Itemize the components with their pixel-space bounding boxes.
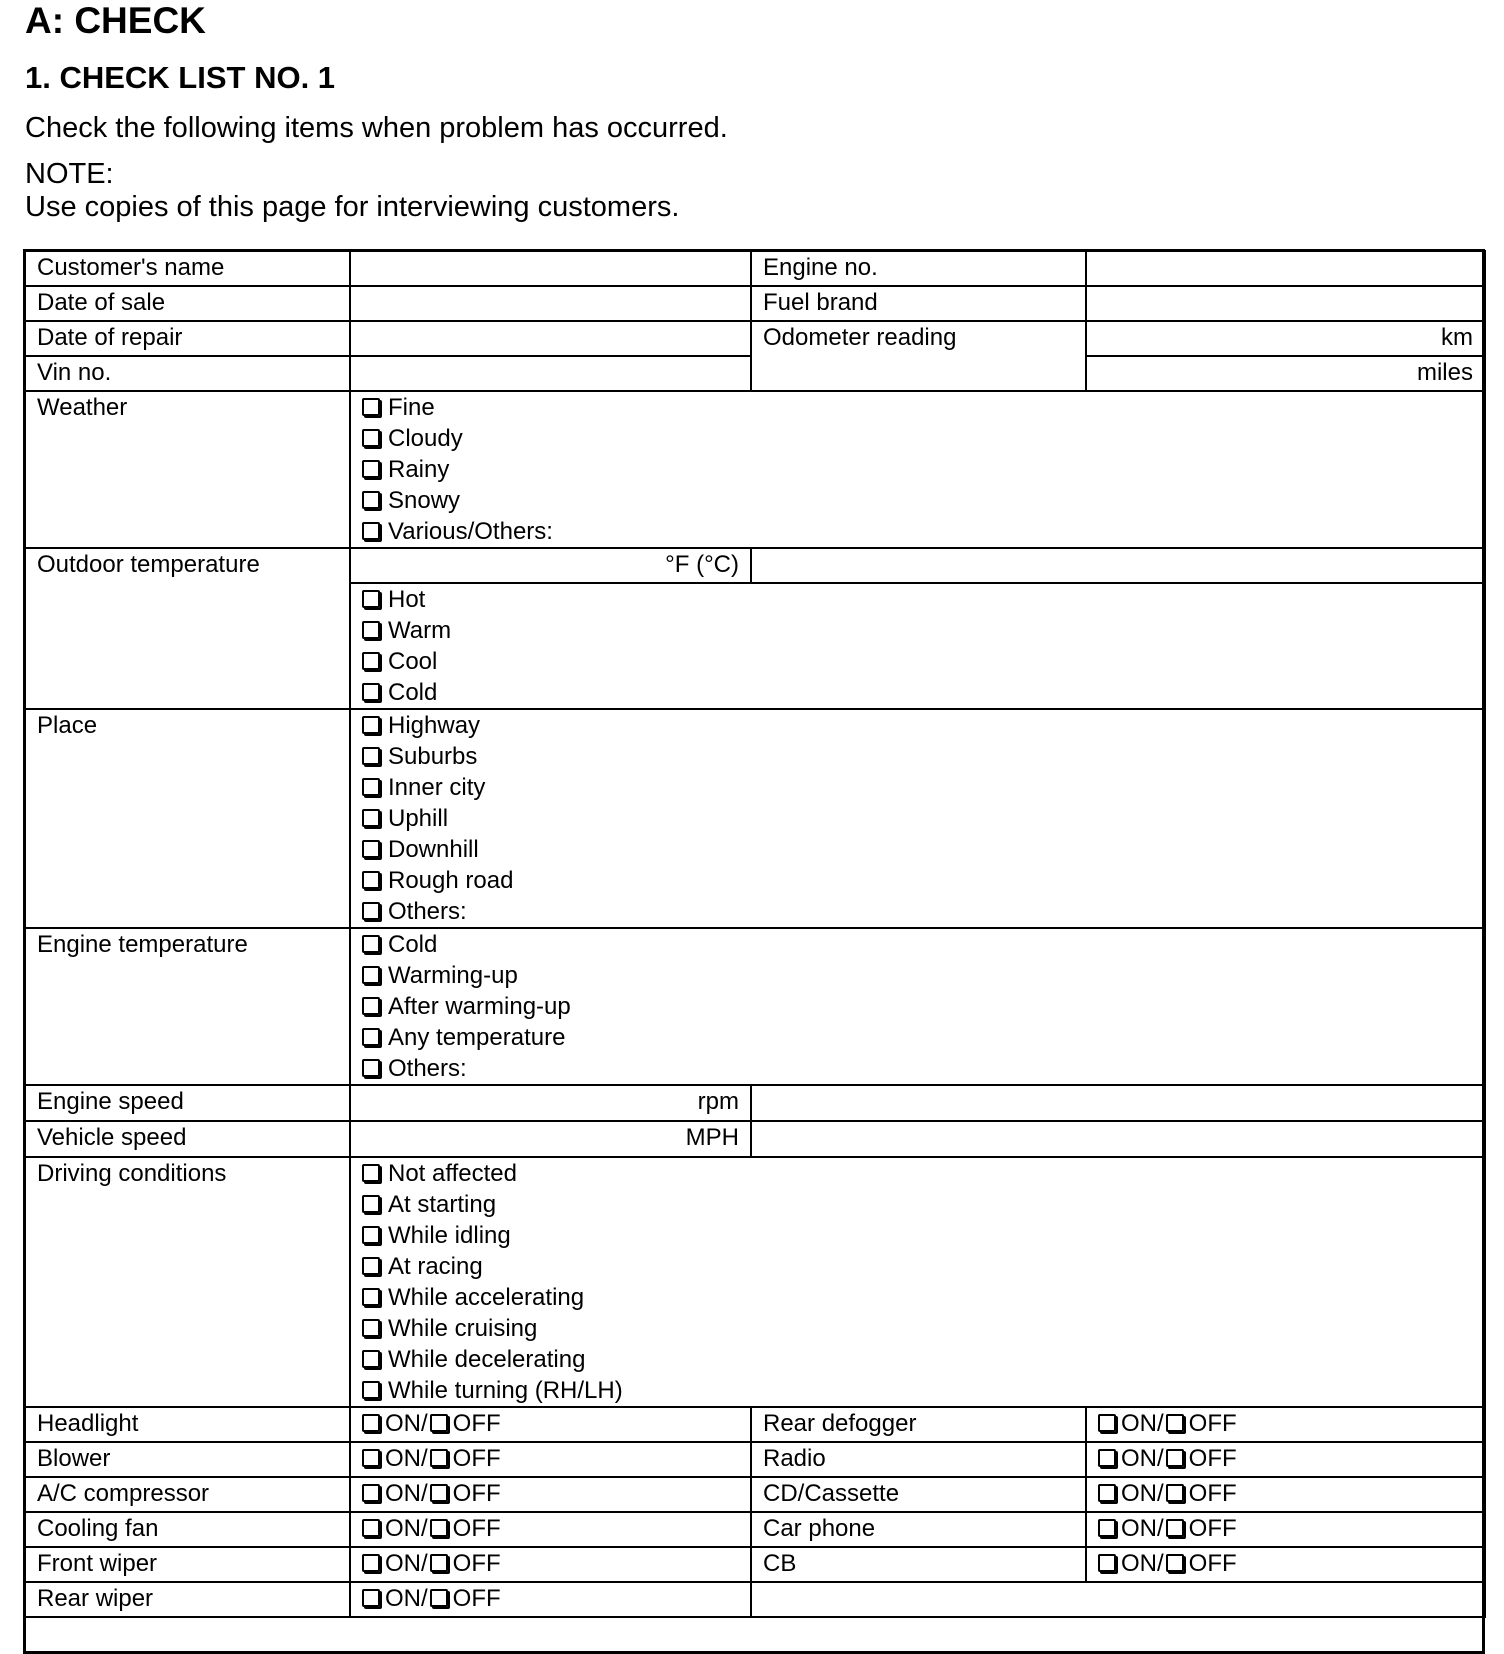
- off-label: OFF: [1188, 1550, 1237, 1577]
- page-title: A: CHECK: [25, 0, 206, 41]
- vehicle-speed-label: Vehicle speed: [25, 1121, 350, 1157]
- cooling-fan-on-off: [350, 1512, 751, 1547]
- note-text: Use copies of this page for interviewing customers.: [25, 191, 680, 223]
- cd-cassette-on-off: [1086, 1477, 1485, 1512]
- off-label: OFF: [452, 1585, 501, 1612]
- weather-option[interactable]: [362, 392, 1484, 423]
- engine-temp-options: [350, 928, 1485, 1085]
- switch-label-radio: Radio: [751, 1442, 1086, 1477]
- place-option[interactable]: [362, 834, 1484, 865]
- on-label: ON/: [1121, 1550, 1164, 1577]
- date-of-repair-field[interactable]: [350, 321, 751, 356]
- switch-label-front-wiper: Front wiper: [25, 1547, 350, 1582]
- switch-row: [25, 1477, 1485, 1512]
- driving-option-label: At racing: [388, 1253, 483, 1280]
- date-of-sale-field[interactable]: [350, 286, 751, 321]
- switch-label-a-c-compressor: A/C compressor: [25, 1477, 350, 1512]
- outdoor-option-label: Cold: [388, 679, 438, 706]
- odometer-km-field[interactable]: km: [1086, 321, 1485, 356]
- customer-name-label: Customer's name: [25, 251, 350, 286]
- on-label: ON/: [1121, 1515, 1164, 1542]
- off-checkbox-icon[interactable]: [1166, 1554, 1184, 1572]
- place-option-label: Inner city: [388, 774, 486, 801]
- off-label: OFF: [1188, 1480, 1237, 1507]
- engine-temp-option[interactable]: [362, 991, 1484, 1022]
- on-checkbox-icon[interactable]: [1098, 1484, 1116, 1502]
- checkbox-icon[interactable]: [362, 460, 380, 478]
- outdoor-temp-field[interactable]: °F (°C): [350, 548, 751, 583]
- off-checkbox-icon[interactable]: [1166, 1449, 1184, 1467]
- driving-option-label: While accelerating: [388, 1284, 585, 1311]
- on-checkbox-icon[interactable]: [1098, 1449, 1116, 1467]
- place-option[interactable]: [362, 865, 1484, 896]
- off-checkbox-icon[interactable]: [430, 1449, 448, 1467]
- on-checkbox-icon[interactable]: [362, 1554, 380, 1572]
- place-option[interactable]: [362, 772, 1484, 803]
- weather-option[interactable]: [362, 423, 1484, 454]
- place-option[interactable]: [362, 896, 1484, 927]
- off-label: OFF: [452, 1515, 501, 1542]
- blower-on-off: [350, 1442, 751, 1477]
- cb-on-off: [1086, 1547, 1485, 1582]
- note-label: NOTE:: [25, 158, 114, 190]
- place-option[interactable]: [362, 710, 1484, 741]
- vin-field[interactable]: [350, 356, 751, 391]
- checkbox-icon[interactable]: [362, 902, 380, 920]
- place-option-label: Uphill: [388, 805, 449, 832]
- vehicle-speed-field[interactable]: MPH: [350, 1121, 751, 1157]
- driving-option[interactable]: [362, 1344, 1484, 1375]
- off-label: OFF: [1188, 1410, 1237, 1437]
- off-label: OFF: [452, 1480, 501, 1507]
- checkbox-icon[interactable]: [362, 522, 380, 540]
- place-option-label: Rough road: [388, 867, 514, 894]
- off-checkbox-icon[interactable]: [430, 1484, 448, 1502]
- off-label: OFF: [452, 1550, 501, 1577]
- checkbox-icon[interactable]: [362, 1350, 380, 1368]
- checkbox-icon[interactable]: [362, 809, 380, 827]
- outdoor-option-label: Hot: [388, 586, 426, 613]
- driving-option-label: While idling: [388, 1222, 511, 1249]
- engine-temp-option[interactable]: [362, 1022, 1484, 1053]
- checkbox-icon[interactable]: [362, 1257, 380, 1275]
- driving-option-label: Not affected: [388, 1160, 517, 1187]
- driving-option[interactable]: [362, 1158, 1484, 1189]
- outdoor-option[interactable]: [362, 584, 1484, 615]
- on-label: ON/: [385, 1550, 428, 1577]
- vin-label: Vin no.: [25, 356, 350, 391]
- switch-blank: [751, 1582, 1485, 1617]
- driving-option-label: While cruising: [388, 1315, 538, 1342]
- engine-temp-option-label: After warming-up: [388, 993, 571, 1020]
- place-options: [350, 709, 1485, 928]
- checkbox-icon[interactable]: [362, 997, 380, 1015]
- on-label: ON/: [385, 1515, 428, 1542]
- on-checkbox-icon[interactable]: [1098, 1554, 1116, 1572]
- outdoor-temp-blank: [751, 548, 1485, 583]
- checkbox-icon[interactable]: [362, 1381, 380, 1399]
- outdoor-option-label: Warm: [388, 617, 452, 644]
- engine-temp-label: Engine temperature: [25, 928, 350, 1085]
- fuel-brand-label: Fuel brand: [751, 286, 1086, 321]
- checkbox-icon[interactable]: [362, 1028, 380, 1046]
- on-label: ON/: [1121, 1445, 1164, 1472]
- driving-option[interactable]: [362, 1189, 1484, 1220]
- driving-conditions-options: [350, 1157, 1485, 1407]
- rear-defogger-on-off: [1086, 1407, 1485, 1442]
- off-checkbox-icon[interactable]: [1166, 1519, 1184, 1537]
- on-label: ON/: [385, 1585, 428, 1612]
- place-option-label: Highway: [388, 712, 481, 739]
- on-label: ON/: [385, 1480, 428, 1507]
- weather-label: Weather: [25, 391, 350, 548]
- switch-row: [25, 1407, 1485, 1442]
- weather-options: [350, 391, 1485, 548]
- a-c-compressor-on-off: [350, 1477, 751, 1512]
- checkbox-icon[interactable]: [362, 935, 380, 953]
- outdoor-temp-options: [350, 583, 1485, 709]
- weather-option-label: Various/Others:: [388, 518, 553, 545]
- off-label: OFF: [1188, 1445, 1237, 1472]
- engine-temp-option-label: Any temperature: [388, 1024, 566, 1051]
- engine-no-label: Engine no.: [751, 251, 1086, 286]
- engine-no-field[interactable]: [1086, 251, 1485, 286]
- on-label: ON/: [385, 1410, 428, 1437]
- odometer-miles-field[interactable]: miles: [1086, 356, 1485, 391]
- driving-option-label: At starting: [388, 1191, 497, 1218]
- checkbox-icon[interactable]: [362, 840, 380, 858]
- outdoor-temp-label: Outdoor temperature: [25, 548, 350, 709]
- driving-option-label: While decelerating: [388, 1346, 586, 1373]
- checkbox-icon[interactable]: [362, 778, 380, 796]
- intro-text: Check the following items when problem has occurred.: [25, 112, 728, 144]
- off-label: OFF: [452, 1410, 501, 1437]
- weather-option-label: Fine: [388, 394, 435, 421]
- switch-row: [25, 1547, 1485, 1582]
- radio-on-off: [1086, 1442, 1485, 1477]
- checkbox-icon[interactable]: [362, 716, 380, 734]
- switch-row: [25, 1582, 1485, 1617]
- switch-label-headlight: Headlight: [25, 1407, 350, 1442]
- switch-label-blower: Blower: [25, 1442, 350, 1477]
- checkbox-icon[interactable]: [362, 966, 380, 984]
- on-label: ON/: [1121, 1480, 1164, 1507]
- engine-temp-option-label: Cold: [388, 931, 438, 958]
- switch-rows: [25, 1407, 1485, 1617]
- off-label: OFF: [452, 1445, 501, 1472]
- off-checkbox-icon[interactable]: [1166, 1414, 1184, 1432]
- place-label: Place: [25, 709, 350, 928]
- checkbox-icon[interactable]: [362, 652, 380, 670]
- off-checkbox-icon[interactable]: [1166, 1484, 1184, 1502]
- front-wiper-on-off: [350, 1547, 751, 1582]
- checkbox-icon[interactable]: [362, 621, 380, 639]
- weather-option-label: Rainy: [388, 456, 450, 483]
- engine-temp-option-label: Warming-up: [388, 962, 518, 989]
- outdoor-option[interactable]: [362, 615, 1484, 646]
- engine-speed-field[interactable]: rpm: [350, 1085, 751, 1121]
- engine-speed-blank: [751, 1085, 1485, 1121]
- driving-option[interactable]: [362, 1375, 1484, 1406]
- driving-option[interactable]: [362, 1313, 1484, 1344]
- outdoor-option-label: Cool: [388, 648, 438, 675]
- switch-label-car-phone: Car phone: [751, 1512, 1086, 1547]
- driving-option-label: While turning (RH/LH): [388, 1377, 623, 1404]
- check-list-table: [24, 250, 1486, 1618]
- checkbox-icon[interactable]: [362, 1226, 380, 1244]
- checkbox-icon[interactable]: [362, 747, 380, 765]
- off-checkbox-icon[interactable]: [430, 1519, 448, 1537]
- place-option[interactable]: [362, 803, 1484, 834]
- checkbox-icon[interactable]: [362, 1195, 380, 1213]
- date-of-repair-label: Date of repair: [25, 321, 350, 356]
- place-option-label: Downhill: [388, 836, 479, 863]
- driving-option[interactable]: [362, 1251, 1484, 1282]
- checkbox-icon[interactable]: [362, 429, 380, 447]
- weather-option[interactable]: [362, 516, 1484, 547]
- driving-conditions-label: Driving conditions: [25, 1157, 350, 1407]
- switch-label-cooling-fan: Cooling fan: [25, 1512, 350, 1547]
- section-title: 1. CHECK LIST NO. 1: [25, 60, 336, 95]
- checkbox-icon[interactable]: [362, 491, 380, 509]
- checkbox-icon[interactable]: [362, 1059, 380, 1077]
- checkbox-icon[interactable]: [362, 683, 380, 701]
- switch-label-rear-wiper: Rear wiper: [25, 1582, 350, 1617]
- driving-option[interactable]: [362, 1282, 1484, 1313]
- off-checkbox-icon[interactable]: [430, 1414, 448, 1432]
- weather-option-label: Cloudy: [388, 425, 463, 452]
- switch-row: [25, 1442, 1485, 1477]
- switch-label-cd-cassette: CD/Cassette: [751, 1477, 1086, 1512]
- on-checkbox-icon[interactable]: [362, 1414, 380, 1432]
- weather-option-label: Snowy: [388, 487, 461, 514]
- on-checkbox-icon[interactable]: [362, 1449, 380, 1467]
- car-phone-on-off: [1086, 1512, 1485, 1547]
- on-checkbox-icon[interactable]: [362, 1589, 380, 1607]
- fuel-brand-field[interactable]: [1086, 286, 1485, 321]
- checkbox-icon[interactable]: [362, 398, 380, 416]
- rear-wiper-on-off: [350, 1582, 751, 1617]
- vehicle-speed-blank: [751, 1121, 1485, 1157]
- customer-name-field[interactable]: [350, 251, 751, 286]
- switch-label-cb: CB: [751, 1547, 1086, 1582]
- checkbox-icon[interactable]: [362, 1288, 380, 1306]
- on-checkbox-icon[interactable]: [1098, 1414, 1116, 1432]
- engine-speed-label: Engine speed: [25, 1085, 350, 1121]
- off-checkbox-icon[interactable]: [430, 1554, 448, 1572]
- engine-temp-option[interactable]: [362, 1053, 1484, 1084]
- engine-temp-option-label: Others:: [388, 1055, 467, 1082]
- headlight-on-off: [350, 1407, 751, 1442]
- off-label: OFF: [1188, 1515, 1237, 1542]
- driving-option[interactable]: [362, 1220, 1484, 1251]
- checkbox-icon[interactable]: [362, 590, 380, 608]
- on-checkbox-icon[interactable]: [1098, 1519, 1116, 1537]
- on-label: ON/: [385, 1445, 428, 1472]
- place-option-label: Suburbs: [388, 743, 478, 770]
- on-checkbox-icon[interactable]: [362, 1519, 380, 1537]
- on-checkbox-icon[interactable]: [362, 1484, 380, 1502]
- outdoor-option[interactable]: [362, 677, 1484, 708]
- switch-label-rear-defogger: Rear defogger: [751, 1407, 1086, 1442]
- checkbox-icon[interactable]: [362, 1164, 380, 1182]
- place-option[interactable]: [362, 741, 1484, 772]
- on-label: ON/: [1121, 1410, 1164, 1437]
- switch-row: [25, 1512, 1485, 1547]
- engine-temp-option[interactable]: [362, 960, 1484, 991]
- weather-option[interactable]: [362, 485, 1484, 516]
- off-checkbox-icon[interactable]: [430, 1589, 448, 1607]
- outdoor-option[interactable]: [362, 646, 1484, 677]
- checkbox-icon[interactable]: [362, 1319, 380, 1337]
- weather-option[interactable]: [362, 454, 1484, 485]
- engine-temp-option[interactable]: [362, 929, 1484, 960]
- place-option-label: Others:: [388, 898, 467, 925]
- date-of-sale-label: Date of sale: [25, 286, 350, 321]
- odometer-label: Odometer reading: [751, 321, 1086, 391]
- checkbox-icon[interactable]: [362, 871, 380, 889]
